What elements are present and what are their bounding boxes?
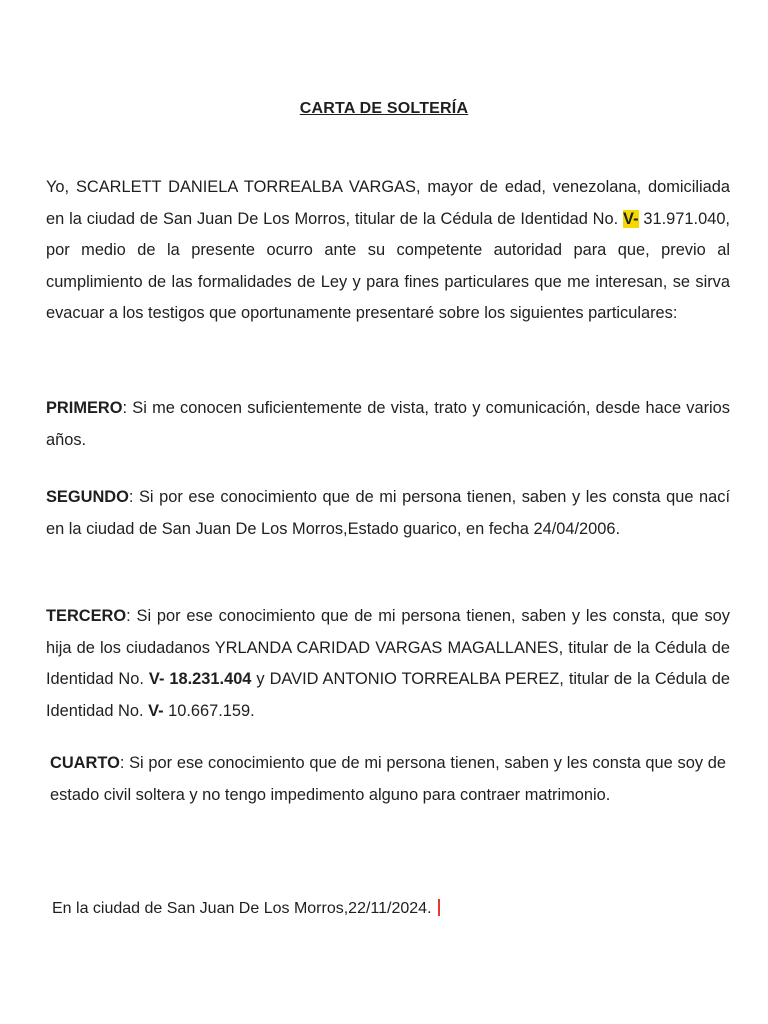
- clause-segundo-text: : Si por ese conocimiento que de mi persona tienen, saben y les consta que nací en la ciudad de San Juan De Los Morros,Estado guarico, en fecha 24/04/2006.: [46, 488, 730, 538]
- father-id-prefix: V-: [148, 701, 164, 720]
- intro-paragraph: [46, 172, 730, 330]
- clause-primero-label: PRIMERO: [46, 399, 123, 417]
- clause-segundo: [46, 482, 730, 545]
- clause-cuarto-label: CUARTO: [50, 754, 120, 772]
- clause-cuarto-text: : Si por ese conocimiento que de mi persona tienen, saben y les consta que soy de estado civil soltera y no tengo impedimento alguno para contraer matrimonio.: [50, 754, 726, 804]
- clause-segundo-label: SEGUNDO: [46, 488, 129, 506]
- intro-text-2: 31.971.040, por medio de la presente ocurro ante su competente autoridad para que, previo al cumplimiento de las formalidades de Ley y para fines particulares que me interesan, se sirva evacuar a los testigos que oportunamente presentaré sobre los siguientes particulares:: [46, 209, 730, 322]
- mother-id-number: V- 18.231.404: [148, 670, 252, 688]
- clause-tercero-text-1: : Si por ese conocimiento que de mi persona tienen, saben y les consta, que soy hija de los ciudadanos YRLANDA CARIDAD VARGAS MAGALLANES, titular de la Cédula de Identidad No.: [46, 607, 730, 688]
- clause-tercero-label: TERCERO: [46, 607, 127, 625]
- clause-cuarto: [50, 748, 726, 811]
- clause-primero: [46, 393, 730, 456]
- text-cursor: [438, 899, 440, 916]
- clause-tercero-text-2: y DAVID ANTONIO TORREALBA PEREZ, titular de la Cédula de Identidad No.: [46, 670, 730, 720]
- clause-primero-text: : Si me conocen suficientemente de vista, trato y comunicación, desde hace varios años.: [46, 399, 730, 449]
- closing-line: [52, 895, 440, 923]
- id-prefix-highlighted: V-: [623, 209, 639, 228]
- clause-tercero: [46, 601, 730, 727]
- intro-text-1: Yo, SCARLETT DANIELA TORREALBA VARGAS, mayor de edad, venezolana, domiciliada en la ciudad de San Juan De Los Morros, titular de la Cédula de Identidad No.: [46, 178, 730, 228]
- clause-tercero-text-3: 10.667.159.: [163, 701, 255, 720]
- closing-text: En la ciudad de San Juan De Los Morros,22/11/2024.: [52, 900, 432, 917]
- document-title: CARTA DE SOLTERÍA: [299, 100, 469, 117]
